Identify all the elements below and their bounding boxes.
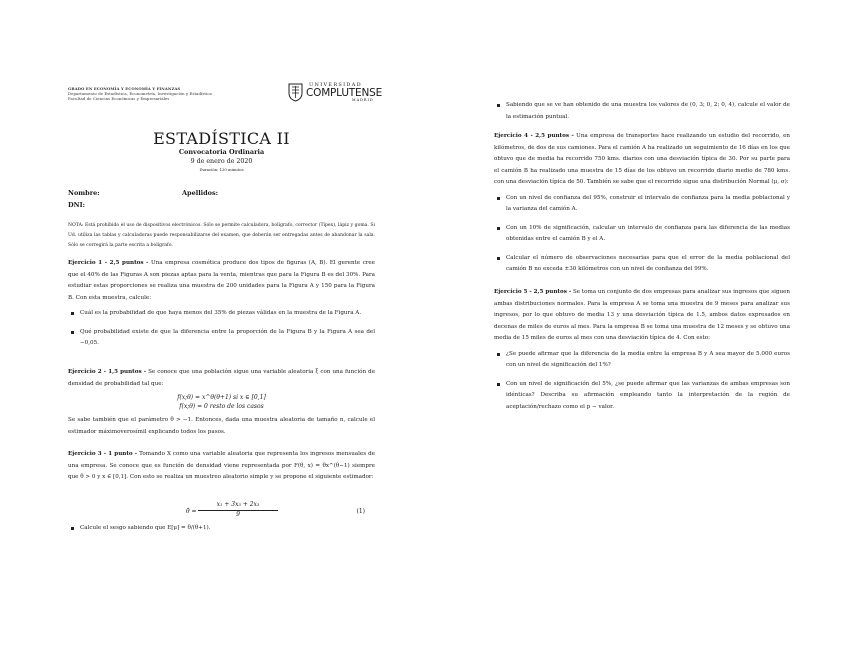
crest-icon [288, 82, 303, 102]
equation-numerator: x₁ + 3x₃ + 2x₃ [198, 501, 278, 511]
exam-session: Convocatoria Ordinaria [178, 148, 265, 156]
exercise-4-heading: Ejercicio 4 - 2,5 puntos - [494, 133, 574, 139]
exercise-1-text: Una empresa cosmética produce dos tipos de figuras (A, B). El gerente cree que el 40% de las Figuras A son piezas aptas para la venta, mientras que para la Figura B es del 30%. Para estudiar estas proporciones se realiza una muestra de 200 unidades para la Figura A y 150 para la Figura B. Con esta muestra, calcule: [68, 260, 375, 301]
estimator-equation [68, 501, 375, 521]
exercise-1-heading: Ejercicio 1 - 2,5 puntos - [68, 260, 149, 266]
exercise-2-after: Se sabe también que el parámetro θ > −1. Entonces, dada una muestra aleatoria de tamaño n, calcule el estimador máximoverosímil explicando todos los pasos. [68, 417, 375, 435]
exercise-3-continued [494, 100, 790, 130]
logo-line-3: MADRID [352, 98, 374, 102]
exercise-3 [68, 449, 375, 484]
exercise-1 [68, 258, 375, 357]
list-item: Calcular el número de observaciones necesarias para que el error de la media poblacional del camión B no exceda ±30 kilómetros con un nivel de confianza del 99%. [494, 253, 790, 276]
exercise-4-text: Una empresa de transportes hace realizando un estudio del recorrido, en kilómetros, de dos de sus camiones. Para el camión A ha realizado un seguimiento de 16 días en los que obtuvo que de media ha recorrido 750 kms. diarios con una desviación típica de 30. Por su parte para el camión B ha realizado una muestra de 15 días de los obtuvo un recorrido diario medio de 780 kms. con una desviación típica de 50. También se sabe que el recorrido sigue una distribución Normal (μ, σ): [494, 133, 790, 185]
equation-number: (1) [356, 508, 365, 515]
university-logo [288, 82, 383, 104]
list-item: Con un 10% de significación, calcular un intervalo de confianza para las diferencia de las medias obtenidas entre el camión B y el A. [494, 223, 790, 246]
list-item: Sabiendo que se ve han obtenido de una muestra los valores de (0, 3; 0, 2; 0, 4), calcule el valor de la estimación puntual. [494, 100, 790, 123]
exercise-2-heading: Ejercicio 2 - 1,5 puntos - [68, 369, 147, 375]
exercise-2-text: Se conoce que una población sigue una variable aleatoria ξ con una función de densidad de probabilidad tal que: [68, 369, 376, 387]
student-fields [68, 187, 375, 211]
logo-line-2: COMPLUTENSE [306, 87, 383, 99]
exam-duration: Duración: 120 minutos [199, 167, 244, 172]
logo-line-1: UNIVERSIDAD [309, 82, 362, 88]
density-formula-1: f(x;θ) = x^θ(θ+1) si x ∈ [0,1] [177, 394, 266, 401]
degree-line: GRADO EN ECONOMÍA Y ECONOMÍA Y FINANZAS [68, 86, 181, 91]
exercise-5-text: Se toma un conjunto de dos empresas para analizar sus ingresos que siguen ambas distribuciones normales. Para la empresa A se toma una muestra de 9 meses para analizar sus ingresos, por lo que obtuvo de media 13 y una desviación típica de 1.5, ambos datos expresados en decenas de miles de euros al mes. Para la empresa B se toma una muestra de 12 meses y se obtuvo una media de 15 miles de euros al mes con una desviación típica de 4. Con esto: [494, 289, 790, 341]
exam-note: NOTA: Está prohibido el uso de dispositivos electrónicos. Sólo se permite calculadora, bolígrafo, corrector (Típex), lápiz y goma. Si Ud. utiliza las tablas y calculadoras puede responsabilizarse del examen, que deberán ser entregadas antes de abandonar la sala. Sólo se corregirá la parte escrita a bolígrafo. [68, 223, 375, 249]
exercise-5 [494, 287, 790, 420]
exercise-2 [68, 367, 375, 438]
dni-label: DNI: [68, 201, 86, 209]
list-item: Calcule el sesgo sabiendo que E[μ] = θ/(θ+1). [68, 523, 375, 535]
department-line: Departamento de Estadística, Econometría, Investigación y Estadística [68, 91, 212, 97]
surname-label: Apellidos: [182, 189, 219, 197]
density-formula-2: f(x;θ) = 0 resto de los casos [179, 403, 264, 410]
name-label: Nombre: [68, 189, 100, 197]
title-block [68, 130, 375, 173]
list-item: ¿Se puede afirmar que la diferencia de la media entre la empresa B y A sea mayor de 5.000 euros con un nivel de significación del 1%? [494, 349, 790, 372]
page-title: ESTADÍSTICA II [153, 129, 290, 148]
list-item: Con un nivel de significación del 5%, ¿se puede afirmar que las varianzas de ambas empresas son idénticas? Describa su afirmación empleando tanto la interpretación de la región de aceptación/rechazo como el p − valor. [494, 379, 790, 414]
exercise-3-heading: Ejercicio 3 - 1 punto - [68, 451, 138, 457]
faculty-line: Facultad de Ciencias Económicas y Empresariales [68, 96, 170, 102]
exercise-4 [494, 131, 790, 283]
exercise-3-bullet [68, 523, 375, 542]
equation-denominator: 9 [236, 511, 240, 518]
equation-fraction [198, 501, 278, 519]
exercise-3-text: Tomando X como una variable aleatoria que representa los ingresos mensuales de una empresa. Se conoce que es función de densidad viene representada por F(θ, x) = θx^(θ−1) siempre que θ > 0 y x ∈ [0,1]. Con esto se realiza un muestreo aleatorio simple y se propone el siguiente estimador: [68, 451, 375, 480]
exam-date: 9 de enero de 2020 [190, 158, 253, 165]
exercise-5-heading: Ejercicio 5 - 2,5 puntos - [494, 289, 572, 295]
list-item: Cuál es la probabilidad de que haya menos del 35% de piezas válidas en la muestra de la Figura A. [68, 308, 375, 320]
list-item: Con un nivel de confianza del 95%, construir el intervalo de confianza para la media poblacional y la varianza del camión A. [494, 193, 790, 216]
list-item: Qué probabilidad existe de que la diferencia entre la proporción de la Figura B y la Figura A sea del −0,05. [68, 327, 375, 350]
equation-lhs: θ̂ = [186, 508, 197, 515]
institution-header [68, 86, 288, 102]
